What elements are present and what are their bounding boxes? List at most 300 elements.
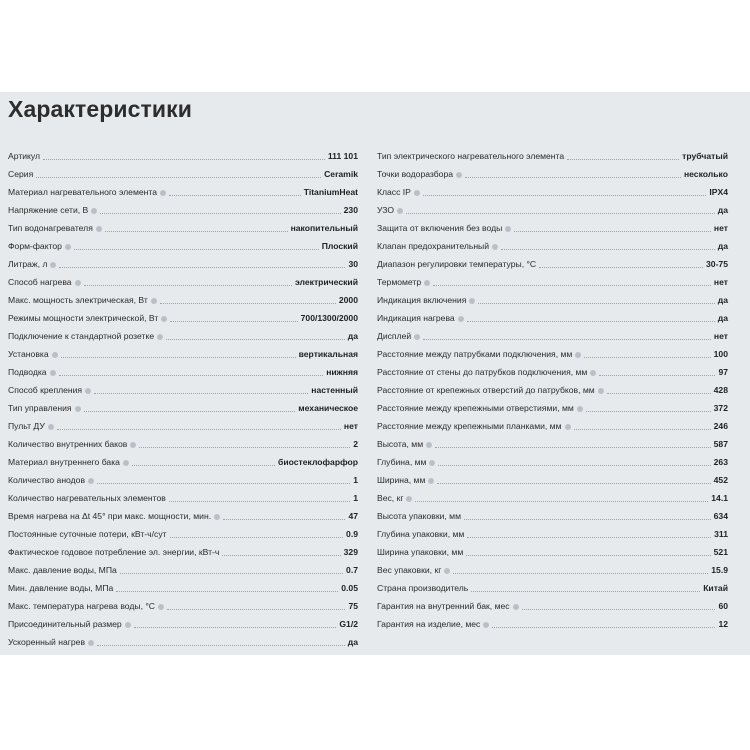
spec-value: 0.9 <box>346 529 358 539</box>
dotted-leader <box>59 375 324 376</box>
dotted-leader <box>94 393 308 394</box>
spec-value: 75 <box>348 601 358 611</box>
spec-label-text: Точки водоразбора <box>377 169 454 179</box>
spec-label <box>377 619 489 630</box>
spec-label-text: Глубина, мм <box>377 457 427 467</box>
spec-value: 14.1 <box>711 493 728 503</box>
spec-row <box>377 594 728 612</box>
info-icon[interactable] <box>414 334 420 340</box>
spec-row <box>377 252 728 270</box>
spec-value: 30 <box>348 259 358 269</box>
spec-label <box>8 349 58 360</box>
spec-label <box>377 565 450 576</box>
spec-label <box>377 295 475 306</box>
spec-label <box>8 223 102 234</box>
spec-value: 1 <box>353 475 358 485</box>
spec-value: Китай <box>703 583 728 593</box>
spec-label <box>8 367 56 378</box>
spec-label-text: Глубина упаковки, мм <box>377 529 465 539</box>
spec-label-text: Количество нагревательных элементов <box>8 493 166 503</box>
info-icon[interactable] <box>424 280 430 286</box>
spec-label <box>377 241 498 252</box>
spec-row <box>377 144 728 162</box>
spec-row <box>377 306 728 324</box>
spec-row <box>377 198 728 216</box>
spec-label <box>8 331 163 342</box>
info-icon[interactable] <box>575 352 581 358</box>
spec-row <box>8 504 358 522</box>
spec-label-text: Термометр <box>377 277 422 287</box>
spec-row <box>8 450 358 468</box>
spec-value: 12 <box>718 619 728 629</box>
spec-row <box>377 558 728 576</box>
dotted-leader <box>471 591 700 592</box>
info-icon[interactable] <box>577 406 583 412</box>
spec-row <box>8 234 358 252</box>
spec-row <box>8 540 358 558</box>
dotted-leader <box>166 339 345 340</box>
info-icon[interactable] <box>85 388 91 394</box>
spec-label-text: Клапан предохранительный <box>377 241 490 251</box>
dotted-leader <box>57 429 341 430</box>
spec-label-text: Страна производитель <box>377 583 469 593</box>
spec-value: 230 <box>343 205 358 215</box>
spec-row <box>377 486 728 504</box>
spec-row <box>377 432 728 450</box>
spec-row <box>8 486 358 504</box>
info-icon[interactable] <box>483 622 489 628</box>
dotted-leader <box>607 393 711 394</box>
dotted-leader <box>465 177 681 178</box>
info-icon[interactable] <box>48 424 54 430</box>
spec-row <box>377 162 728 180</box>
info-icon[interactable] <box>492 244 498 250</box>
spec-row <box>377 288 728 306</box>
spec-label <box>377 529 464 540</box>
spec-label <box>8 601 164 612</box>
spec-label <box>377 331 420 342</box>
info-icon[interactable] <box>151 298 157 304</box>
spec-row <box>377 612 728 630</box>
info-icon[interactable] <box>505 226 511 232</box>
dotted-leader <box>84 285 292 286</box>
dotted-leader <box>36 177 321 178</box>
spec-label-text: Режимы мощности электрической, Вт <box>8 313 159 323</box>
spec-label <box>377 277 430 288</box>
spec-value: 30-75 <box>706 259 728 269</box>
spec-row <box>8 594 358 612</box>
spec-label-text: Высота упаковки, мм <box>377 511 461 521</box>
spec-row <box>8 180 358 198</box>
spec-label <box>377 493 412 504</box>
spec-label-text: Напряжение сети, В <box>8 205 89 215</box>
info-icon[interactable] <box>157 334 163 340</box>
spec-value: настенный <box>311 385 358 395</box>
spec-value: вертикальная <box>298 349 358 359</box>
info-icon[interactable] <box>598 388 604 394</box>
spec-label <box>377 313 464 324</box>
info-icon[interactable] <box>214 514 220 520</box>
spec-label-text: Расстояние между крепежными планками, мм <box>377 421 562 431</box>
dotted-leader <box>466 555 710 556</box>
spec-label <box>8 151 40 162</box>
dotted-leader <box>599 375 715 376</box>
dotted-leader <box>467 321 715 322</box>
dotted-leader <box>97 483 350 484</box>
spec-row <box>8 324 358 342</box>
info-icon[interactable] <box>469 298 475 304</box>
spec-row <box>8 432 358 450</box>
spec-row <box>8 270 358 288</box>
spec-row <box>377 576 728 594</box>
spec-label-text: Индикация включения <box>377 295 467 305</box>
info-icon[interactable] <box>65 244 71 250</box>
spec-row <box>8 522 358 540</box>
spec-row <box>377 216 728 234</box>
info-icon[interactable] <box>565 424 571 430</box>
spec-value: Ceramik <box>324 169 358 179</box>
spec-value: да <box>717 313 728 323</box>
info-icon[interactable] <box>590 370 596 376</box>
info-icon[interactable] <box>158 604 164 610</box>
info-icon[interactable] <box>456 172 462 178</box>
spec-row <box>377 396 728 414</box>
spec-label <box>8 205 97 216</box>
spec-value: 47 <box>348 511 358 521</box>
spec-label <box>8 457 129 468</box>
info-icon[interactable] <box>88 640 94 646</box>
dotted-leader <box>433 285 711 286</box>
spec-label <box>8 313 167 324</box>
spec-label-text: Индикация нагрева <box>377 313 455 323</box>
spec-row <box>377 378 728 396</box>
spec-row <box>8 468 358 486</box>
spec-row <box>377 180 728 198</box>
spec-value: трубчатый <box>682 151 728 161</box>
dotted-leader <box>438 465 710 466</box>
spec-label-text: Дисплей <box>377 331 412 341</box>
spec-label-text: Тип водонагревателя <box>8 223 93 233</box>
spec-label <box>8 187 166 198</box>
spec-label <box>377 475 434 486</box>
spec-label <box>377 403 583 414</box>
info-icon[interactable] <box>161 316 167 322</box>
spec-value: G1/2 <box>339 619 358 629</box>
spec-label-text: Ширина, мм <box>377 475 426 485</box>
spec-label-text: Расстояние между крепежными отверстиями, мм <box>377 403 574 413</box>
spec-label-text: Количество внутренних баков <box>8 439 128 449</box>
dotted-leader <box>415 501 708 502</box>
spec-label <box>8 511 220 522</box>
spec-label-text: Ускоренный нагрев <box>8 637 86 647</box>
spec-row <box>8 288 358 306</box>
spec-row <box>8 252 358 270</box>
info-icon[interactable] <box>88 478 94 484</box>
dotted-leader <box>59 267 345 268</box>
spec-value: 111 101 <box>327 151 358 161</box>
spec-row <box>8 576 358 594</box>
spec-label-text: Фактическое годовое потребление эл. энергии, кВт-ч <box>8 547 220 557</box>
spec-label-text: Макс. температура нагрева воды, °С <box>8 601 155 611</box>
info-icon[interactable] <box>406 496 412 502</box>
spec-label <box>8 403 81 414</box>
spec-row <box>8 414 358 432</box>
spec-row <box>8 378 358 396</box>
spec-label-text: Постоянные суточные потери, кВт-ч/сут <box>8 529 167 539</box>
spec-row <box>8 306 358 324</box>
spec-label-text: Расстояние от стены до патрубков подключения, мм <box>377 367 588 377</box>
spec-label-text: Материал внутреннего бака <box>8 457 120 467</box>
spec-label <box>8 385 91 396</box>
spec-value: 0.7 <box>346 565 358 575</box>
spec-label <box>377 259 536 270</box>
spec-label-text: Тип электрического нагревательного элемента <box>377 151 565 161</box>
spec-row <box>377 360 728 378</box>
spec-row <box>8 198 358 216</box>
spec-value: 428 <box>713 385 728 395</box>
spec-row <box>377 234 728 252</box>
spec-label-text: Способ крепления <box>8 385 83 395</box>
info-icon[interactable] <box>428 478 434 484</box>
spec-label <box>377 439 432 450</box>
info-icon[interactable] <box>414 190 420 196</box>
info-icon[interactable] <box>52 352 58 358</box>
spec-row <box>8 630 358 648</box>
spec-label <box>377 583 468 594</box>
spec-value: механическое <box>298 403 358 413</box>
spec-value: электрический <box>294 277 358 287</box>
spec-value: да <box>717 295 728 305</box>
spec-label <box>8 277 81 288</box>
dotted-leader <box>501 249 715 250</box>
spec-value: 587 <box>713 439 728 449</box>
spec-row <box>377 504 728 522</box>
specs-column-left <box>8 144 358 648</box>
spec-label <box>8 475 94 486</box>
dotted-leader <box>522 609 716 610</box>
spec-row <box>377 540 728 558</box>
spec-label <box>377 421 571 432</box>
dotted-leader <box>167 609 345 610</box>
spec-label <box>8 421 54 432</box>
dotted-leader <box>514 231 711 232</box>
spec-value: 263 <box>713 457 728 467</box>
spec-value: TitaniumHeat <box>303 187 358 197</box>
section-title: Характеристики <box>8 96 192 122</box>
spec-row <box>377 342 728 360</box>
spec-value: да <box>717 205 728 215</box>
spec-label-text: Количество анодов <box>8 475 86 485</box>
dotted-leader <box>134 627 337 628</box>
spec-row <box>8 396 358 414</box>
dotted-leader <box>539 267 703 268</box>
spec-value: нет <box>343 421 358 431</box>
spec-label <box>377 601 519 612</box>
info-icon[interactable] <box>50 370 56 376</box>
dotted-leader <box>100 213 340 214</box>
dotted-leader <box>97 645 345 646</box>
info-icon[interactable] <box>513 604 519 610</box>
info-icon[interactable] <box>458 316 464 322</box>
info-icon[interactable] <box>75 406 81 412</box>
spec-label-text: Подключение к стандартной розетке <box>8 331 155 341</box>
info-icon[interactable] <box>125 622 131 628</box>
spec-row <box>377 414 728 432</box>
dotted-leader <box>464 519 711 520</box>
spec-label <box>377 187 420 198</box>
dotted-leader <box>423 195 706 196</box>
spec-label-text: Расстояние между патрубками подключения, мм <box>377 349 573 359</box>
spec-row <box>377 270 728 288</box>
dotted-leader <box>169 501 350 502</box>
spec-label-text: Пульт ДУ <box>8 421 45 431</box>
spec-row <box>8 162 358 180</box>
spec-label-text: Подводка <box>8 367 47 377</box>
spec-value: 329 <box>343 547 358 557</box>
spec-label-text: Высота, мм <box>377 439 424 449</box>
spec-label <box>377 205 403 216</box>
spec-value: 100 <box>713 349 728 359</box>
spec-label-text: Материал нагревательного элемента <box>8 187 158 197</box>
dotted-leader <box>478 303 714 304</box>
info-icon[interactable] <box>91 208 97 214</box>
spec-label <box>8 169 33 180</box>
spec-value: 60 <box>718 601 728 611</box>
spec-label-text: Вес, кг <box>377 493 404 503</box>
dotted-leader <box>586 411 711 412</box>
spec-row <box>8 342 358 360</box>
spec-label-text: Тип управления <box>8 403 72 413</box>
spec-value: нет <box>713 331 728 341</box>
spec-label-text: Гарантия на внутренний бак, мес <box>377 601 510 611</box>
dotted-leader <box>435 447 711 448</box>
spec-label <box>8 529 167 540</box>
spec-label <box>377 547 463 558</box>
spec-value: да <box>717 241 728 251</box>
specs-column-right <box>377 144 728 630</box>
spec-label-text: Артикул <box>8 151 41 161</box>
dotted-leader <box>43 159 325 160</box>
spec-label <box>8 295 157 306</box>
spec-label <box>377 223 511 234</box>
spec-label <box>377 367 596 378</box>
spec-value: накопительный <box>290 223 358 233</box>
spec-row <box>8 360 358 378</box>
spec-value: IPX4 <box>709 187 728 197</box>
spec-value: 311 <box>714 529 728 539</box>
info-icon[interactable] <box>50 262 56 268</box>
spec-value: Плоский <box>321 241 358 251</box>
spec-label <box>377 457 435 468</box>
spec-label-text: Установка <box>8 349 49 359</box>
dotted-leader <box>169 195 301 196</box>
spec-label <box>377 349 581 360</box>
spec-value: 15.9 <box>711 565 728 575</box>
info-icon[interactable] <box>426 442 432 448</box>
dotted-leader <box>423 339 711 340</box>
spec-row <box>8 558 358 576</box>
dotted-leader <box>120 573 343 574</box>
dotted-leader <box>222 555 340 556</box>
dotted-leader <box>132 465 275 466</box>
dotted-leader <box>160 303 336 304</box>
dotted-leader <box>223 519 345 520</box>
spec-value: биостеклофарфор <box>278 457 358 467</box>
info-icon[interactable] <box>75 280 81 286</box>
spec-row <box>8 612 358 630</box>
spec-label-text: Макс. мощность электрическая, Вт <box>8 295 148 305</box>
dotted-leader <box>170 321 297 322</box>
spec-label-text: Присоединительный размер <box>8 619 122 629</box>
spec-value: 521 <box>713 547 728 557</box>
dotted-leader <box>567 159 679 160</box>
spec-label <box>8 637 94 648</box>
spec-label-text: Вес упаковки, кг <box>377 565 442 575</box>
dotted-leader <box>467 537 711 538</box>
spec-label <box>377 169 462 180</box>
spec-label-text: Расстояние от крепежных отверстий до патрубков, мм <box>377 385 595 395</box>
spec-label-text: Защита от включения без воды <box>377 223 503 233</box>
spec-value: нет <box>713 277 728 287</box>
spec-label-text: Способ нагрева <box>8 277 72 287</box>
spec-value: несколько <box>683 169 728 179</box>
dotted-leader <box>406 213 715 214</box>
spec-value: да <box>347 331 358 341</box>
spec-value: 2000 <box>338 295 358 305</box>
spec-label <box>8 619 131 630</box>
spec-label-text: Литраж, л <box>8 259 48 269</box>
spec-row <box>377 450 728 468</box>
spec-value: 0.05 <box>341 583 358 593</box>
info-icon[interactable] <box>130 442 136 448</box>
spec-value: 97 <box>718 367 728 377</box>
dotted-leader <box>492 627 715 628</box>
spec-label-text: УЗО <box>377 205 395 215</box>
spec-row <box>377 522 728 540</box>
spec-value: нижняя <box>326 367 358 377</box>
dotted-leader <box>84 411 296 412</box>
spec-value: да <box>347 637 358 647</box>
dotted-leader <box>74 249 319 250</box>
spec-label-text: Серия <box>8 169 34 179</box>
info-icon[interactable] <box>397 208 403 214</box>
spec-label-text: Гарантия на изделие, мес <box>377 619 481 629</box>
spec-value: нет <box>713 223 728 233</box>
spec-value: 372 <box>713 403 728 413</box>
spec-label <box>8 241 71 252</box>
spec-value: 1 <box>353 493 358 503</box>
spec-label <box>8 547 219 558</box>
spec-label <box>377 151 564 162</box>
info-icon[interactable] <box>444 568 450 574</box>
info-icon[interactable] <box>123 460 129 466</box>
spec-label <box>8 565 117 576</box>
spec-label <box>377 511 461 522</box>
spec-label <box>8 493 166 504</box>
info-icon[interactable] <box>429 460 435 466</box>
dotted-leader <box>116 591 338 592</box>
spec-label <box>8 259 56 270</box>
info-icon[interactable] <box>160 190 166 196</box>
spec-value: 452 <box>713 475 728 485</box>
dotted-leader <box>574 429 711 430</box>
info-icon[interactable] <box>96 226 102 232</box>
spec-label-text: Время нагрева на Δt 45° при макс. мощности, мин. <box>8 511 212 521</box>
spec-value: 246 <box>713 421 728 431</box>
spec-value: 700/1300/2000 <box>300 313 358 323</box>
specs-panel <box>0 92 750 655</box>
spec-label <box>377 385 604 396</box>
